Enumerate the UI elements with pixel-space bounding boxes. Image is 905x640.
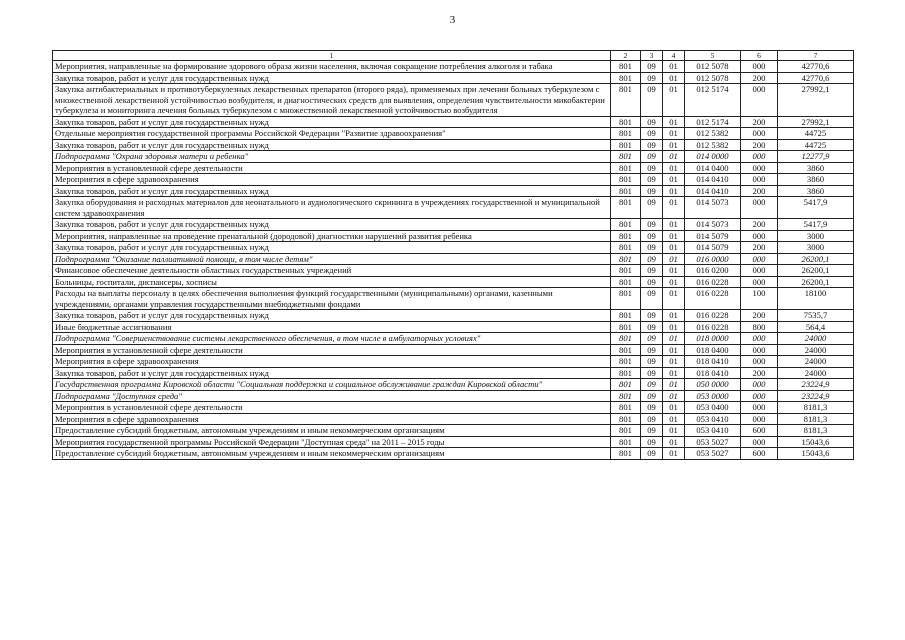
row-subsection-code: 01	[663, 425, 685, 437]
row-section-code: 09	[641, 321, 663, 333]
table-row	[53, 219, 854, 231]
row-section-code: 09	[641, 356, 663, 368]
row-target-article: 018 0410	[685, 356, 741, 368]
row-ministry-code: 801	[611, 310, 641, 322]
row-ministry-code: 801	[611, 288, 641, 310]
row-subsection-code: 01	[663, 321, 685, 333]
header-cell: 6	[741, 51, 778, 61]
row-expense-type: 000	[741, 379, 778, 391]
row-target-article: 016 0228	[685, 321, 741, 333]
row-subsection-code: 01	[663, 402, 685, 414]
row-target-article: 018 0400	[685, 344, 741, 356]
table-row	[53, 174, 854, 186]
table-row	[53, 356, 854, 368]
table-row	[53, 84, 854, 117]
row-amount: 42770,6	[778, 61, 854, 73]
row-ministry-code: 801	[611, 253, 641, 265]
row-target-article: 053 0400	[685, 402, 741, 414]
row-expense-type: 800	[741, 321, 778, 333]
row-section-code: 09	[641, 276, 663, 288]
row-section-code: 09	[641, 413, 663, 425]
table-row	[53, 390, 854, 402]
row-ministry-code: 801	[611, 321, 641, 333]
row-section-code: 09	[641, 448, 663, 460]
row-subsection-code: 01	[663, 390, 685, 402]
row-expense-type: 000	[741, 162, 778, 174]
row-target-article: 016 0000	[685, 253, 741, 265]
row-amount: 24000	[778, 344, 854, 356]
row-subsection-code: 01	[663, 61, 685, 73]
row-amount: 15043,6	[778, 436, 854, 448]
row-target-article: 053 5027	[685, 436, 741, 448]
row-description: Закупка товаров, работ и услуг для государственных нужд	[53, 219, 611, 231]
table-row	[53, 72, 854, 84]
row-description: Мероприятия, направленные на проведение пренатальной (дородовой) диагностики нарушений развития ребенка	[53, 230, 611, 242]
table-row	[53, 116, 854, 128]
row-ministry-code: 801	[611, 242, 641, 254]
row-subsection-code: 01	[663, 367, 685, 379]
row-target-article: 050 0000	[685, 379, 741, 391]
table-row	[53, 413, 854, 425]
row-ministry-code: 801	[611, 84, 641, 117]
row-ministry-code: 801	[611, 379, 641, 391]
row-section-code: 09	[641, 174, 663, 186]
row-section-code: 09	[641, 344, 663, 356]
row-target-article: 012 5382	[685, 139, 741, 151]
row-section-code: 09	[641, 84, 663, 117]
row-subsection-code: 01	[663, 333, 685, 345]
row-target-article: 014 5073	[685, 219, 741, 231]
row-section-code: 09	[641, 219, 663, 231]
row-description: Закупка товаров, работ и услуг для государственных нужд	[53, 139, 611, 151]
row-ministry-code: 801	[611, 230, 641, 242]
row-section-code: 09	[641, 390, 663, 402]
row-target-article: 016 0228	[685, 310, 741, 322]
row-description: Мероприятия государственной программы Российской Федерации "Доступная среда" на 2011 – 2015 годы	[53, 436, 611, 448]
row-description: Подпрограмма "Оказание паллиативной помощи, в том числе детям"	[53, 253, 611, 265]
row-description: Финансовое обеспечение деятельности областных государственных учреждений	[53, 265, 611, 277]
table-row	[53, 139, 854, 151]
row-description: Мероприятия в установленной сфере деятельности	[53, 162, 611, 174]
row-target-article: 053 0410	[685, 413, 741, 425]
row-amount: 26200,1	[778, 276, 854, 288]
row-ministry-code: 801	[611, 219, 641, 231]
row-amount: 27992,1	[778, 116, 854, 128]
table-row	[53, 436, 854, 448]
row-target-article: 014 5079	[685, 242, 741, 254]
row-ministry-code: 801	[611, 61, 641, 73]
table-row	[53, 402, 854, 414]
row-expense-type: 100	[741, 288, 778, 310]
row-description: Мероприятия, направленные на формирование здорового образа жизни населения, включая сокращение потребления алкоголя и табака	[53, 61, 611, 73]
row-ministry-code: 801	[611, 139, 641, 151]
row-subsection-code: 01	[663, 253, 685, 265]
row-expense-type: 000	[741, 230, 778, 242]
row-description: Мероприятия в установленной сфере деятельности	[53, 344, 611, 356]
row-section-code: 09	[641, 128, 663, 140]
row-target-article: 053 0000	[685, 390, 741, 402]
table-row	[53, 321, 854, 333]
row-expense-type: 600	[741, 425, 778, 437]
row-section-code: 09	[641, 230, 663, 242]
row-subsection-code: 01	[663, 197, 685, 219]
row-amount: 3860	[778, 185, 854, 197]
row-target-article: 012 5078	[685, 61, 741, 73]
row-section-code: 09	[641, 425, 663, 437]
row-description: Мероприятия в установленной сфере деятельности	[53, 402, 611, 414]
row-description: Подпрограмма "Доступная среда"	[53, 390, 611, 402]
row-target-article: 014 5079	[685, 230, 741, 242]
table-row	[53, 310, 854, 322]
row-section-code: 09	[641, 367, 663, 379]
row-subsection-code: 01	[663, 230, 685, 242]
table-row	[53, 242, 854, 254]
row-target-article: 014 0400	[685, 162, 741, 174]
row-expense-type: 200	[741, 185, 778, 197]
row-amount: 18100	[778, 288, 854, 310]
row-subsection-code: 01	[663, 162, 685, 174]
row-amount: 23224,9	[778, 379, 854, 391]
row-amount: 564,4	[778, 321, 854, 333]
row-amount: 12277,9	[778, 151, 854, 163]
row-subsection-code: 01	[663, 276, 685, 288]
row-subsection-code: 01	[663, 116, 685, 128]
row-ministry-code: 801	[611, 448, 641, 460]
row-amount: 3860	[778, 174, 854, 186]
table-row	[53, 197, 854, 219]
row-expense-type: 000	[741, 333, 778, 345]
budget-table	[52, 50, 854, 460]
row-subsection-code: 01	[663, 242, 685, 254]
row-section-code: 09	[641, 402, 663, 414]
row-description: Государственная программа Кировской области "Социальная поддержка и социальное обслуживание граждан Кировской области"	[53, 379, 611, 391]
row-description: Закупка товаров, работ и услуг для государственных нужд	[53, 310, 611, 322]
row-expense-type: 200	[741, 367, 778, 379]
row-section-code: 09	[641, 379, 663, 391]
row-section-code: 09	[641, 116, 663, 128]
header-cell: 1	[53, 51, 611, 61]
row-amount: 26200,1	[778, 265, 854, 277]
row-section-code: 09	[641, 185, 663, 197]
row-target-article: 018 0000	[685, 333, 741, 345]
row-description: Предоставление субсидий бюджетным, автономным учреждениям и иным некоммерческим организациям	[53, 448, 611, 460]
row-section-code: 09	[641, 265, 663, 277]
row-ministry-code: 801	[611, 174, 641, 186]
row-target-article: 016 0228	[685, 288, 741, 310]
row-subsection-code: 01	[663, 310, 685, 322]
row-amount: 5417,9	[778, 219, 854, 231]
row-expense-type: 000	[741, 413, 778, 425]
row-expense-type: 200	[741, 310, 778, 322]
row-section-code: 09	[641, 72, 663, 84]
row-expense-type: 000	[741, 61, 778, 73]
row-ministry-code: 801	[611, 436, 641, 448]
header-row	[53, 51, 854, 61]
row-amount: 26200,1	[778, 253, 854, 265]
row-amount: 27992,1	[778, 84, 854, 117]
row-ministry-code: 801	[611, 356, 641, 368]
row-amount: 24000	[778, 367, 854, 379]
table-row	[53, 185, 854, 197]
table-row	[53, 128, 854, 140]
row-description: Подпрограмма "Совершенствование системы лекарственного обеспечения, в том числе в амбулаторных условиях"	[53, 333, 611, 345]
row-description: Больницы, госпитали, диспансеры, хосписы	[53, 276, 611, 288]
row-subsection-code: 01	[663, 413, 685, 425]
row-amount: 5417,9	[778, 197, 854, 219]
row-expense-type: 000	[741, 128, 778, 140]
table-row	[53, 344, 854, 356]
row-expense-type: 200	[741, 242, 778, 254]
row-ministry-code: 801	[611, 413, 641, 425]
row-description: Отдельные мероприятия государственной программы Российской Федерации "Развитие здравоохранения"	[53, 128, 611, 140]
row-target-article: 053 0410	[685, 425, 741, 437]
row-section-code: 09	[641, 242, 663, 254]
row-section-code: 09	[641, 333, 663, 345]
row-target-article: 014 0410	[685, 185, 741, 197]
row-expense-type: 000	[741, 84, 778, 117]
row-ministry-code: 801	[611, 425, 641, 437]
row-ministry-code: 801	[611, 197, 641, 219]
page-number: 3	[449, 14, 456, 26]
row-section-code: 09	[641, 253, 663, 265]
row-expense-type: 000	[741, 436, 778, 448]
row-ministry-code: 801	[611, 265, 641, 277]
row-subsection-code: 01	[663, 84, 685, 117]
row-ministry-code: 801	[611, 390, 641, 402]
row-expense-type: 000	[741, 356, 778, 368]
row-description: Закупка товаров, работ и услуг для государственных нужд	[53, 116, 611, 128]
row-description: Иные бюджетные ассигнования	[53, 321, 611, 333]
row-ministry-code: 801	[611, 162, 641, 174]
row-expense-type: 600	[741, 448, 778, 460]
row-ministry-code: 801	[611, 333, 641, 345]
row-expense-type: 200	[741, 139, 778, 151]
table-row	[53, 288, 854, 310]
row-ministry-code: 801	[611, 367, 641, 379]
table-row	[53, 367, 854, 379]
row-target-article: 018 0410	[685, 367, 741, 379]
row-expense-type: 000	[741, 390, 778, 402]
row-target-article: 012 5174	[685, 84, 741, 117]
row-subsection-code: 01	[663, 139, 685, 151]
row-subsection-code: 01	[663, 356, 685, 368]
table-row	[53, 425, 854, 437]
row-subsection-code: 01	[663, 379, 685, 391]
row-target-article: 014 0000	[685, 151, 741, 163]
row-amount: 24000	[778, 356, 854, 368]
table-row	[53, 151, 854, 163]
header-cell: 4	[663, 51, 685, 61]
row-amount: 44725	[778, 139, 854, 151]
row-ministry-code: 801	[611, 276, 641, 288]
row-target-article: 014 5073	[685, 197, 741, 219]
row-amount: 23224,9	[778, 390, 854, 402]
row-target-article: 012 5078	[685, 72, 741, 84]
row-description: Закупка товаров, работ и услуг для государственных нужд	[53, 185, 611, 197]
row-expense-type: 000	[741, 276, 778, 288]
row-description: Мероприятия в сфере здравоохранения	[53, 356, 611, 368]
row-description: Подпрограмма "Охрана здоровья матери и ребенка"	[53, 151, 611, 163]
row-description: Предоставление субсидий бюджетным, автономным учреждениям и иным некоммерческим организациям	[53, 425, 611, 437]
table-row	[53, 333, 854, 345]
header-cell: 3	[641, 51, 663, 61]
row-amount: 7535,7	[778, 310, 854, 322]
row-subsection-code: 01	[663, 185, 685, 197]
row-ministry-code: 801	[611, 151, 641, 163]
row-expense-type: 200	[741, 219, 778, 231]
row-section-code: 09	[641, 310, 663, 322]
header-cell: 5	[685, 51, 741, 61]
row-target-article: 016 0228	[685, 276, 741, 288]
row-expense-type: 200	[741, 72, 778, 84]
row-ministry-code: 801	[611, 344, 641, 356]
row-description: Закупка товаров, работ и услуг для государственных нужд	[53, 72, 611, 84]
row-section-code: 09	[641, 151, 663, 163]
row-section-code: 09	[641, 436, 663, 448]
row-ministry-code: 801	[611, 128, 641, 140]
row-subsection-code: 01	[663, 265, 685, 277]
row-subsection-code: 01	[663, 128, 685, 140]
row-amount: 15043,6	[778, 448, 854, 460]
budget-table-body	[53, 51, 854, 460]
row-section-code: 09	[641, 139, 663, 151]
table-row	[53, 162, 854, 174]
row-description: Закупка оборудования и расходных материалов для неонатального и аудиологического скрининга в учреждениях государственной и муниципальной систем здравоохранения	[53, 197, 611, 219]
row-expense-type: 000	[741, 174, 778, 186]
row-description: Мероприятия в сфере здравоохранения	[53, 413, 611, 425]
row-amount: 3000	[778, 242, 854, 254]
row-subsection-code: 01	[663, 219, 685, 231]
row-target-article: 014 0410	[685, 174, 741, 186]
row-ministry-code: 801	[611, 72, 641, 84]
row-ministry-code: 801	[611, 402, 641, 414]
row-expense-type: 000	[741, 265, 778, 277]
row-subsection-code: 01	[663, 72, 685, 84]
row-expense-type: 000	[741, 344, 778, 356]
row-ministry-code: 801	[611, 185, 641, 197]
row-target-article: 012 5382	[685, 128, 741, 140]
row-amount: 3000	[778, 230, 854, 242]
row-expense-type: 000	[741, 197, 778, 219]
row-ministry-code: 801	[611, 116, 641, 128]
row-amount: 8181,3	[778, 425, 854, 437]
row-amount: 24000	[778, 333, 854, 345]
row-amount: 8181,3	[778, 413, 854, 425]
row-section-code: 09	[641, 61, 663, 73]
row-amount: 3860	[778, 162, 854, 174]
row-section-code: 09	[641, 162, 663, 174]
row-subsection-code: 01	[663, 288, 685, 310]
row-subsection-code: 01	[663, 436, 685, 448]
header-cell: 7	[778, 51, 854, 61]
row-expense-type: 000	[741, 402, 778, 414]
row-description: Закупка товаров, работ и услуг для государственных нужд	[53, 367, 611, 379]
row-subsection-code: 01	[663, 174, 685, 186]
row-subsection-code: 01	[663, 344, 685, 356]
table-row	[53, 379, 854, 391]
table-row	[53, 253, 854, 265]
row-subsection-code: 01	[663, 448, 685, 460]
table-row	[53, 265, 854, 277]
row-description: Закупка товаров, работ и услуг для государственных нужд	[53, 242, 611, 254]
row-subsection-code: 01	[663, 151, 685, 163]
row-expense-type: 000	[741, 253, 778, 265]
row-expense-type: 200	[741, 116, 778, 128]
row-description: Мероприятия в сфере здравоохранения	[53, 174, 611, 186]
row-description: Закупка антибактериальных и противотуберкулезных лекарственных препаратов (второго ряда), применяемых при лечении больных туберкулезом с множественной лекарственной устойчивостью возбудителя, и диагностических средств для выявления, определения чувствительности микобактерии туберкулеза и мониторинга лечения больных туберкулезом с множественной лекарственной устойчивостью возбудителя	[53, 84, 611, 117]
row-amount: 8181,3	[778, 402, 854, 414]
row-target-article: 053 5027	[685, 448, 741, 460]
row-target-article: 016 0200	[685, 265, 741, 277]
row-section-code: 09	[641, 288, 663, 310]
table-row	[53, 276, 854, 288]
row-amount: 42770,6	[778, 72, 854, 84]
row-section-code: 09	[641, 197, 663, 219]
table-row	[53, 61, 854, 73]
header-cell: 2	[611, 51, 641, 61]
row-expense-type: 000	[741, 151, 778, 163]
table-row	[53, 448, 854, 460]
row-amount: 44725	[778, 128, 854, 140]
row-target-article: 012 5174	[685, 116, 741, 128]
row-description: Расходы на выплаты персоналу в целях обеспечения выполнения функций государственными (муниципальными) органами, казенными учреждениями, органами управления государственными внебюджетными фондами	[53, 288, 611, 310]
table-row	[53, 230, 854, 242]
